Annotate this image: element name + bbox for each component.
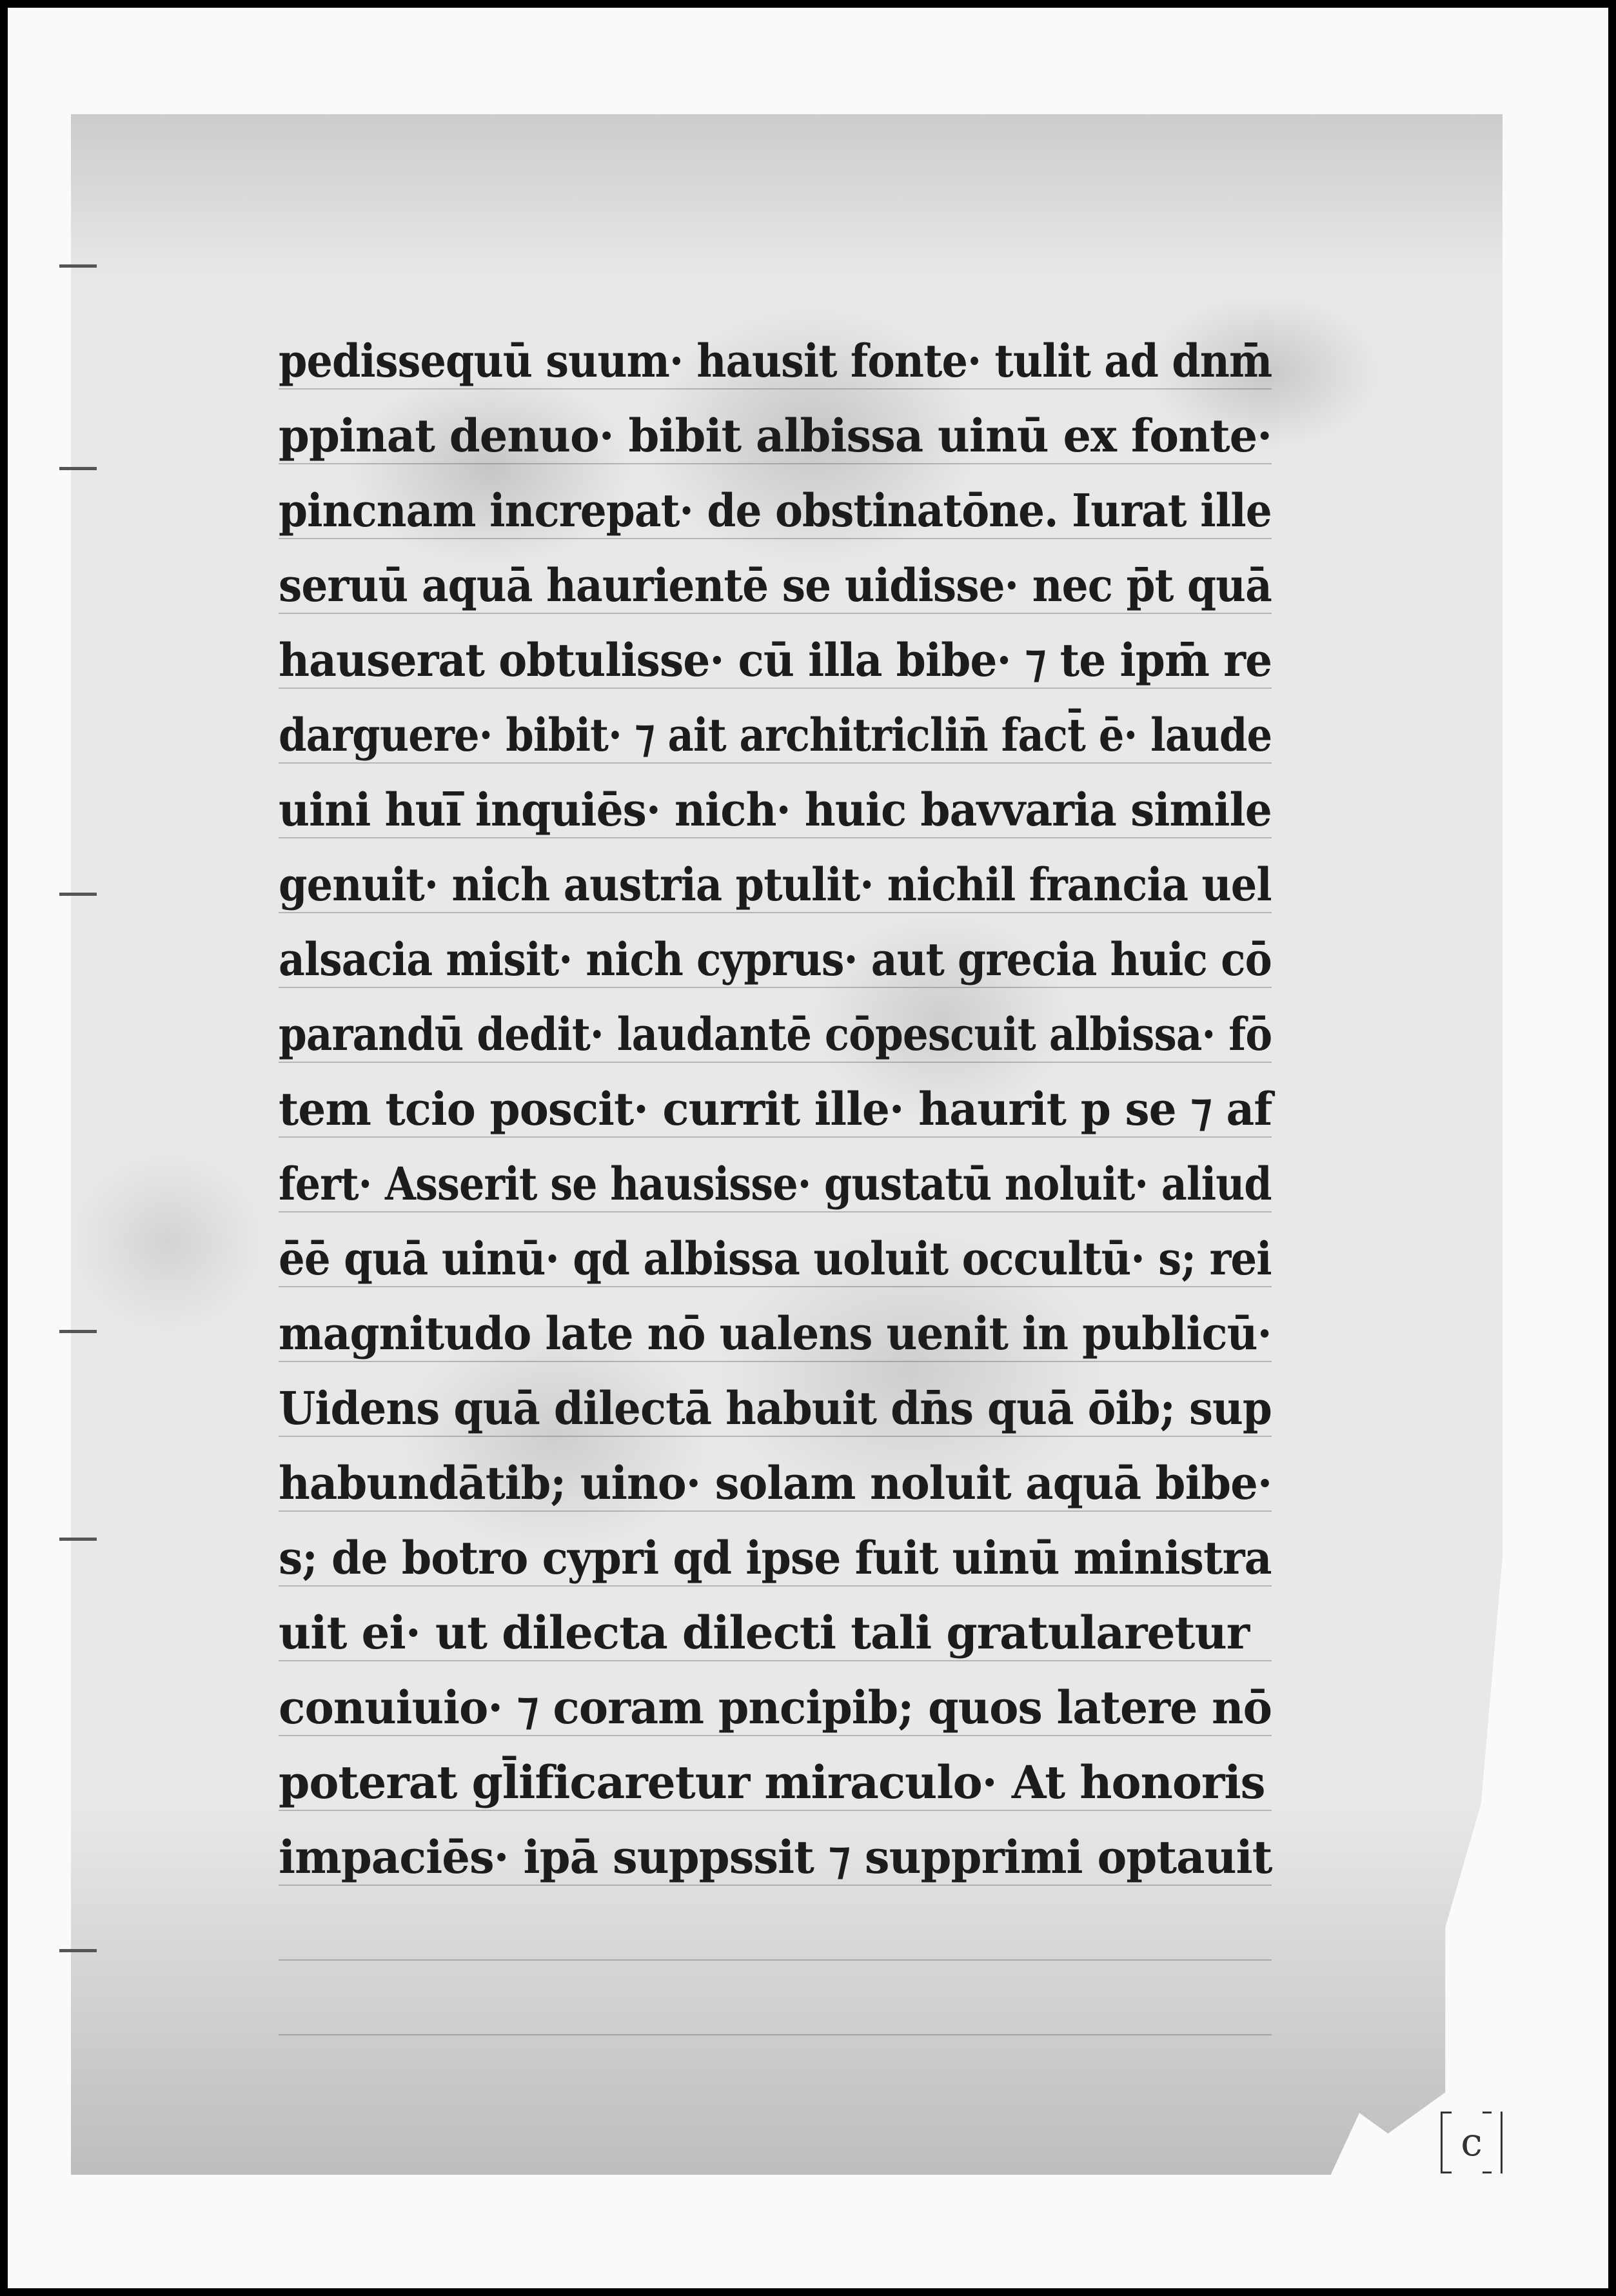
- text-line: pedissequū suum· hausit fonte· tulit ad dnm̄: [279, 334, 1272, 388]
- text-line: fert· Asserit se hausisse· gustatū noluit· aliud: [279, 1157, 1272, 1211]
- text-line: genuit· nich austria ptulit· nichil francia uel: [279, 858, 1272, 911]
- text-line: ēē quā uinū· qd albissa uoluit occultū· s; rei: [279, 1232, 1272, 1285]
- ruling-line: [279, 1959, 1272, 1961]
- binding-stitch: [59, 1330, 97, 1333]
- binding-stitch: [59, 893, 97, 896]
- ruling-line: [279, 2034, 1272, 2035]
- binding-stitch: [59, 467, 97, 470]
- binding-stitch: [59, 264, 97, 268]
- binding-stitch: [59, 1949, 97, 1952]
- text-line: hauserat obtulisse· cū illa bibe· ⁊ te ipm̄ re: [279, 633, 1272, 687]
- text-line: pincnam increpat· de obstinatōne. Iurat ille: [279, 484, 1272, 537]
- text-line: alsacia misit· nich cyprus· aut grecia huic cō: [279, 933, 1272, 986]
- photo-sheet: [8, 8, 1608, 2288]
- text-line: s; de botro cypri qd ipse fuit uinū ministra: [279, 1531, 1272, 1585]
- text-line: darguere· bibit· ⁊ ait architriclin̄ fact̄ ē· laude: [279, 708, 1272, 762]
- text-line: poterat gl̄ificaretur miraculo· At honoris: [279, 1756, 1265, 1809]
- text-line: uini hui̅ inquiēs· nich· huic bavvaria simile: [279, 783, 1272, 836]
- text-line: parandū dedit· laudantē cōpescuit albissa· fō: [279, 1007, 1272, 1061]
- text-line: habundātib; uino· solam noluit aquā bibe·: [279, 1456, 1272, 1510]
- text-line: ppinat denuo· bibit albissa uinū ex fonte·: [279, 409, 1272, 462]
- text-line: impaciēs· ipā suppssit ⁊ supprimi optauit: [279, 1830, 1272, 1884]
- text-line: magnitudo late nō ualens uenit in publicū·: [279, 1307, 1272, 1360]
- manuscript-text: [279, 324, 1285, 1895]
- text-line: tem tcio poscit· currit ille· haurit p se ⁊ af: [279, 1082, 1272, 1136]
- binding-stitch: [59, 1538, 97, 1541]
- text-line: uit ei· ut dilecta dilecti tali gratularetur: [279, 1606, 1250, 1659]
- text-line: conuiuio· ⁊ coram pncipib; quos latere nō: [279, 1681, 1272, 1734]
- text-line: Uidens quā dilectā habuit dn̄s quā ōib; sup: [279, 1381, 1272, 1435]
- text-line: seruū aquā haurientē se uidisse· nec p̄t quā: [279, 559, 1272, 612]
- page-marker: c: [1441, 2112, 1503, 2173]
